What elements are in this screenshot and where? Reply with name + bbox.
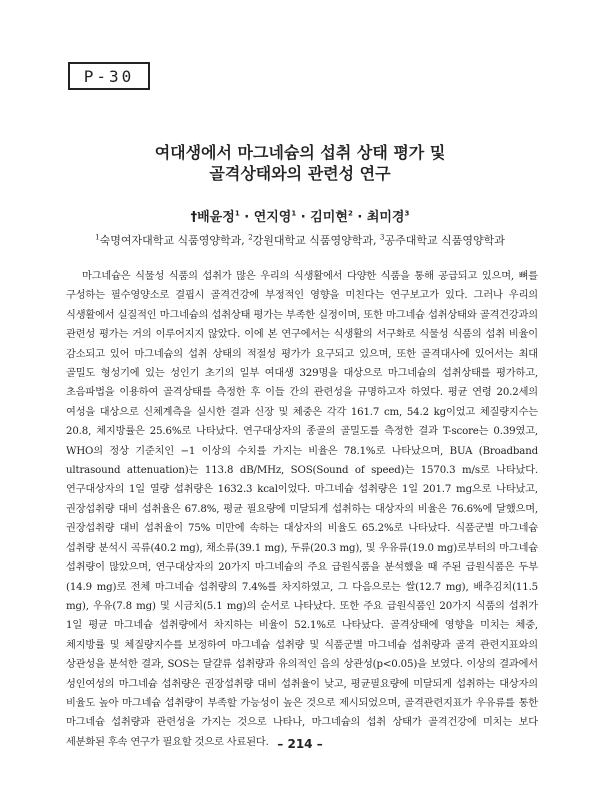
author-1-affil: 1	[234, 209, 240, 218]
author-3-affil: 2	[347, 209, 353, 218]
author-separator: ·	[296, 210, 311, 225]
author-1: 배윤정	[197, 210, 235, 225]
title-line-2: 골격상태와의 관련성 연구	[209, 164, 391, 183]
paper-title	[0, 142, 600, 184]
corresponding-mark: †	[190, 210, 198, 225]
author-2-affil: 1	[291, 209, 297, 218]
affil-1: 숙명여자대학교 식품영양학과,	[99, 234, 249, 247]
author-separator: ·	[352, 210, 367, 225]
affil-2-mark: 2	[248, 233, 253, 242]
affil-3-mark: 3	[380, 233, 385, 242]
affiliations	[0, 232, 600, 248]
affil-3: 공주대학교 식품영양학과	[384, 234, 505, 247]
author-2: 연지영	[253, 210, 292, 225]
author-list	[0, 206, 600, 225]
title-line-1: 여대생에서 마그네슘의 섭취 상태 평가 및	[154, 143, 446, 162]
poster-code-box	[68, 62, 150, 90]
author-4: 최미경	[366, 210, 405, 225]
author-4-affil: 3	[404, 209, 410, 218]
affil-1-mark: 1	[95, 233, 100, 242]
affil-2: 강원대학교 식품영양학과,	[252, 234, 381, 247]
page-number: – 214 –	[277, 737, 323, 751]
author-3: 김미현	[310, 210, 348, 225]
author-separator: ·	[239, 210, 254, 225]
poster-code: P-30	[83, 66, 135, 86]
abstract-body: 마그네슘은 식물성 식품의 섭취가 많은 우리의 식생활에서 다양한 식품을 통해 공급되고 있으며, 뼈를 구성하는 필수영양소로 결핍시 골격건강에 부정적인 영향을 미친다는 연구보고가 있다. 그러나 우리의 식생활에서 실질적인 마그네슘의 섭취상태 평가는 부족한 실정이며, 또한 마그네슘 섭취상태와 골격건강과의 관련성 평가는 거의 이루어지지 않았다. 이에 본 연구에서는 식생활의 서구화로 식물성 식품의 섭취 비율이 감소되고 있어 마그네슘의 섭취 상태의 적절성 평가가 요구되고 있으며, 또한 골격대사에 있어서는 최대 골밀도 형성기에 있는 성인기 초기의 일부 여대생 329명을 대상으로 마그네슘의 섭취상태를 평가하고, 초음파법을 이용하여 골격상태를 측정한 후 이들 간의 관련성을 규명하고자 하였다. 평균 연령 20.2세의 여성을 대상으로 신체계측을 실시한 결과 신장 및 체중은 각각 161.7 cm, 54.2 kg이었고 체질량지수는 20.8, 체지방률은 25.6%로 나타났다. 연구대상자의 종골의 골밀도를 측정한 결과 T-score는 0.39였고, WHO의 정상 기준치인 −1 이상의 수치를 가지는 비율은 78.1%로 나타났으며, BUA (Broadband ultrasound attenuation)는 113.8 dB/MHz, SOS(Sound of speed)는 1570.3 m/s로 나타났다. 연구대상자의 1일 열량 섭취량은 1632.3 kcal이었다. 마그네슘 섭취량은 1일 201.7 mg으로 나타났고, 권장섭취량 대비 섭취율은 67.8%, 평균 필요량에 미달되게 섭취하는 대상자의 비율은 76.6%에 달했으며, 권장섭취량 대비 섭취율이 75% 미만에 속하는 대상자의 비율도 65.2%로 나타났다. 식품군별 마그네슘 섭취량 분석시 곡류(40.2 mg), 채소류(39.1 mg), 두류(20.3 mg), 및 우유류(19.0 mg)로부터의 마그네슘 섭취량이 많았으며, 연구대상자의 20가지 마그네슘의 주요 급원식품을 분석했을 때 주된 급원식품은 두부(14.9 mg)로 전체 마그네슘 섭취량의 7.4%를 차지하였고, 그 다음으로는 쌀(12.7 mg), 배추김치(11.5 mg), 우유(7.8 mg) 및 시금치(5.1 mg)의 순서로 나타났다. 또한 주요 급원식품인 20가지 식품의 섭취가 1일 평균 마그네슘 섭취량에서 차지하는 비율이 52.1%로 나타났다. 골격상태에 영향을 미치는 체중, 체지방률 및 체질량지수를 보정하여 마그네슘 섭취량 및 식품군별 마그네슘 섭취량과 골격 관련지표와의 상관성을 분석한 결과, SOS는 달걀류 섭취량과 유의적인 음의 상관성(p<0.05)을 보였다. 이상의 결과에서 성인여성의 마그네슘 섭취량은 권장섭취량 대비 섭취율이 낮고, 평균필요량에 미달되게 섭취하는 대상자의 비율도 높아 마그네슘 섭취량이 부족할 가능성이 높은 것으로 제시되었으며, 골격관련지표가 우유류를 통한 마그네슘 섭취량과 관련성을 가지는 것으로 나타나, 마그네슘의 섭취 상태가 골격건강에 미치는 보다 세분화된 후속 연구가 필요할 것으로 사료된다.	[66, 271, 538, 748]
